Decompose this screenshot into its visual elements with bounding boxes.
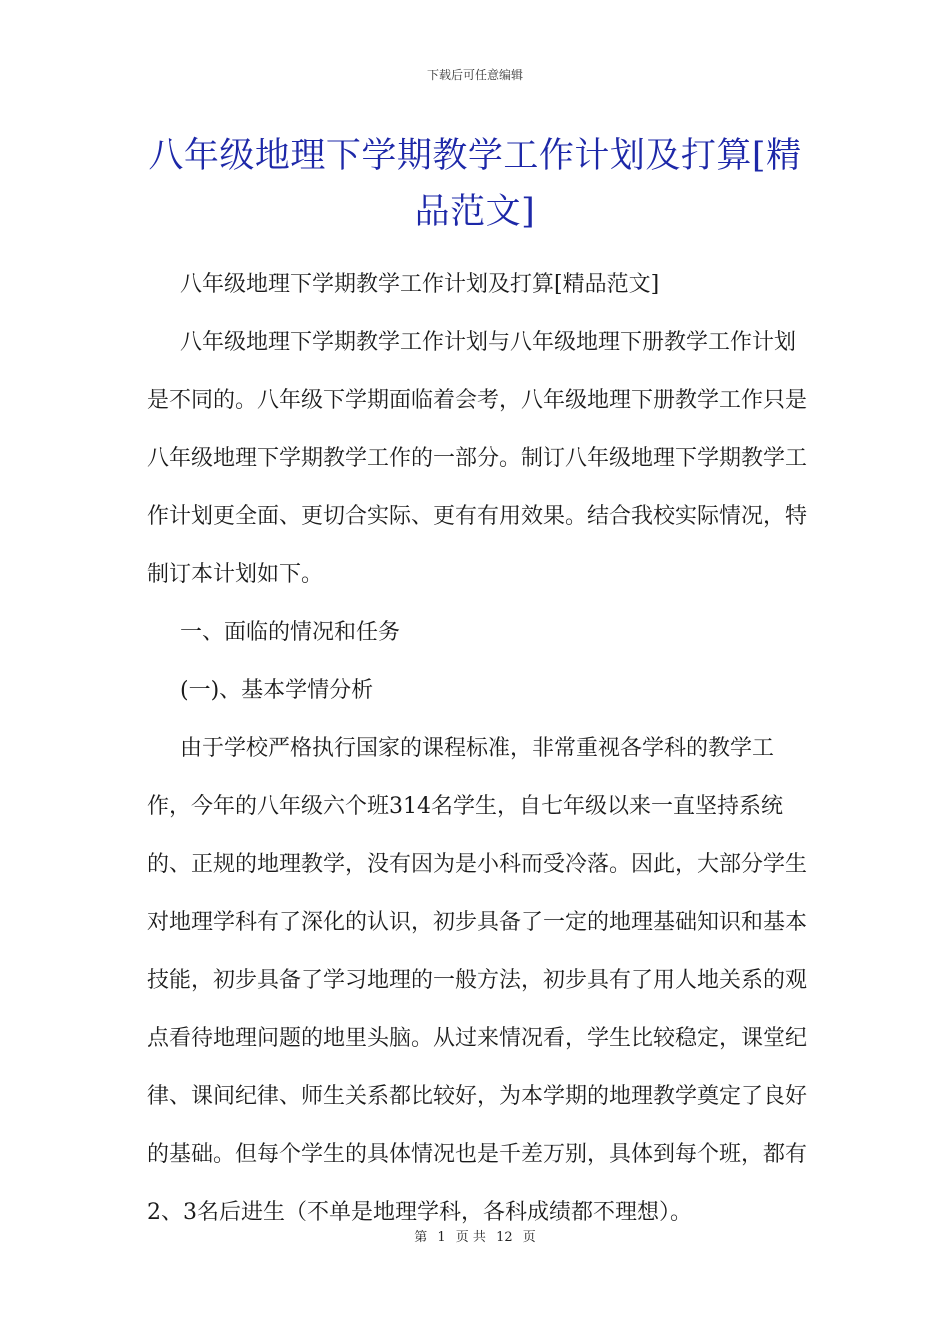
paragraph-intro: 八年级地理下学期教学工作计划与八年级地理下册教学工作计划是不同的。八年级下学期面临着会考，八年级地理下册教学工作只是八年级地理下学期教学工作的一部分。制订八年级地理下学期教学工作计划更全面、更切合实际、更有有用效果。结合我校实际情况，特制订本计划如下。	[147, 330, 808, 587]
document-body	[147, 256, 807, 1242]
footer-page-number: 1	[437, 1230, 446, 1245]
footer-prefix: 第	[414, 1230, 428, 1245]
page-header: 下载后可任意编辑	[426, 68, 523, 82]
footer-middle: 页 共	[455, 1230, 486, 1245]
page-footer	[0, 1226, 950, 1245]
subsection-heading: (一)、基本学情分析	[180, 678, 374, 703]
footer-suffix: 页	[522, 1230, 536, 1245]
paragraph-analysis: 由于学校严格执行国家的课程标准，非常重视各学科的教学工作，今年的八年级六个班314名学生，自七年级以来一直坚持系统的、正规的地理教学，没有因为是小科而受冷落。因此，大部分学生对地理学科有了深化的认识，初步具备了一定的地理基础知识和基本技能，初步具备了学习地理的一般方法，初步具有了用人地关系的观点看待地理问题的地里头脑。从过来情况看，学生比较稳定，课堂纪律、课间纪律、师生关系都比较好，为本学期的地理教学奠定了良好的基础。但每个学生的具体情况也是千差万别，具体到每个班，都有2、3名后进生（不单是地理学科，各科成绩都不理想）。	[147, 736, 808, 1225]
document-title: 八年级地理下学期教学工作计划及打算[精品范文]	[148, 136, 802, 232]
section-heading: 一、面临的情况和任务	[180, 620, 401, 645]
footer-total-pages: 12	[496, 1230, 513, 1245]
paragraph-subtitle: 八年级地理下学期教学工作计划及打算[精品范文]	[180, 272, 660, 297]
